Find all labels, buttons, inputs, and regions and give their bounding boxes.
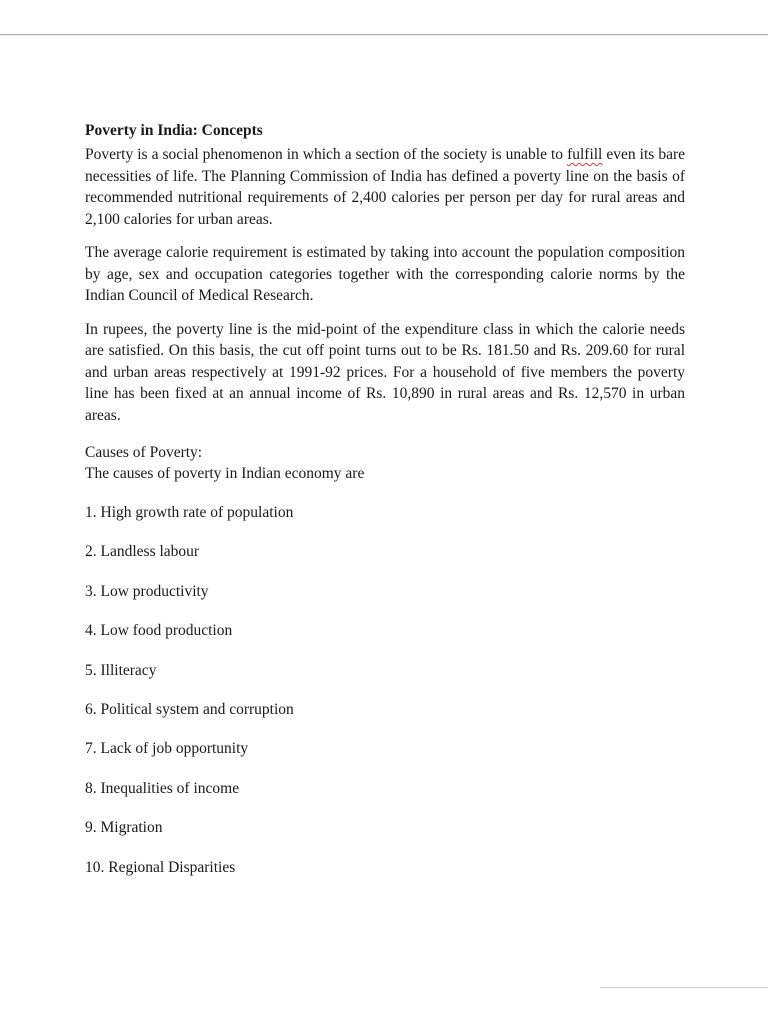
cause-item: 9. Migration — [85, 819, 163, 837]
cause-item: 10. Regional Disparities — [85, 858, 236, 876]
paragraph-poverty-definition — [85, 144, 685, 230]
paragraph-calorie-requirement: The average calorie requirement is estimated by taking into account the population composition by age, sex and occupation categories together with the corresponding calorie norms by the Indian Council of Medical Research. — [85, 244, 685, 304]
cause-item: 5. Illiteracy — [85, 661, 157, 679]
causes-heading: Causes of Poverty: — [85, 444, 203, 461]
paragraph-1-text-start: Poverty is a social phenomenon in which a section of the society is unable to — [85, 146, 568, 163]
cause-item: 7. Lack of job opportunity — [85, 740, 249, 758]
cause-item: 3. Low productivity — [85, 582, 209, 600]
causes-intro: The causes of poverty in Indian economy are — [85, 465, 365, 482]
cause-item: 8. Inequalities of income — [85, 779, 240, 797]
paragraph-poverty-line-rupees: In rupees, the poverty line is the mid-point of the expenditure class in which the calorie needs are satisfied. On this basis, the cut off point turns out to be Rs. 181.50 and Rs. 209.60 for rural and urban areas respectively at 1991-92 prices. For a household of five members the poverty line has been fixed at an annual income of Rs. 10,890 in rural areas and Rs. 12,570 in urban areas. — [85, 320, 685, 424]
cause-item: 2. Landless labour — [85, 543, 200, 561]
paragraph-1-text-end: even its bare necessities of life. The Planning Commission of India has defined a poverty line on the basis of recommended nutritional requirements of 2,400 calories per person per day for rural areas and 2,100 calories for urban areas. — [85, 146, 685, 228]
document-body — [85, 120, 685, 896]
document-title: Poverty in India: Concepts — [85, 122, 263, 139]
spellcheck-flagged-word[interactable]: fulfill — [567, 146, 603, 163]
cause-item: 4. Low food production — [85, 622, 233, 640]
cause-item: 6. Political system and corruption — [85, 700, 294, 718]
cause-item: 1. High growth rate of population — [85, 504, 294, 521]
bottom-divider — [600, 987, 768, 988]
top-divider — [0, 34, 768, 35]
causes-list — [85, 502, 685, 896]
